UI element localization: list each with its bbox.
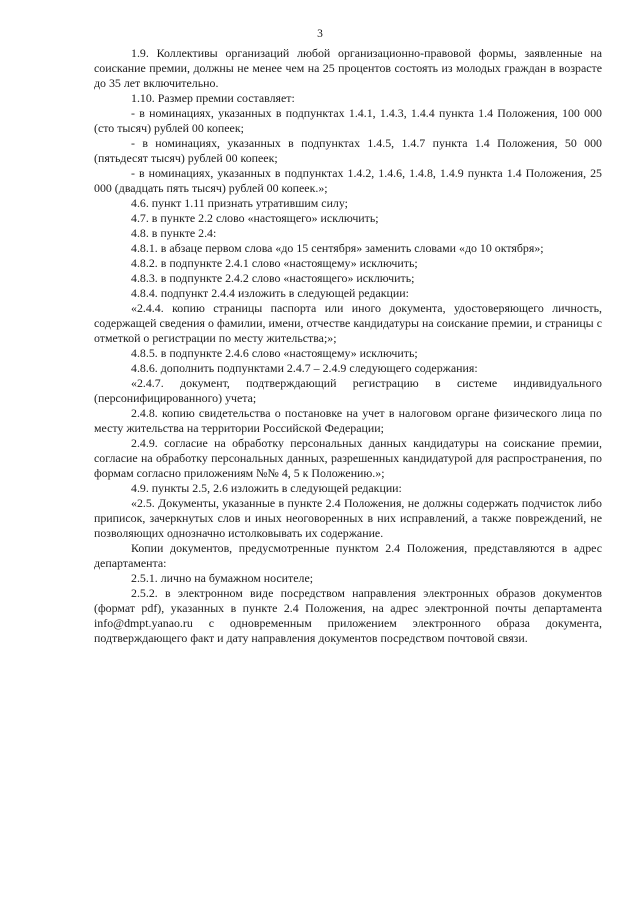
paragraph-4-8: 4.8. в пункте 2.4: bbox=[131, 226, 217, 240]
paragraph-4-6: 4.6. пункт 1.11 признать утратившим силу; bbox=[131, 196, 348, 210]
paragraph-4-8-3: 4.8.3. в подпункте 2.4.2 слово «настоящего» исключить; bbox=[131, 271, 415, 285]
paragraph-1-10: 1.10. Размер премии составляет: bbox=[131, 91, 295, 105]
paragraph-2-4-4: «2.4.4. копию страницы паспорта или иного документа, удостоверяющего личность, содержащей сведения о фамилии, имени, отчестве кандидатуры на соискание премии, и страницы с отметкой о регистрации по месту жительства;»; bbox=[94, 301, 602, 345]
paragraph-2-4-9: 2.4.9. согласие на обработку персональных данных кандидатуры на соискание премии, согласие на обработку персональных данных, разрешенных кандидатурой для распространения, по формам согласно приложениям №№ 4, 5 к Положению.»; bbox=[94, 436, 602, 480]
paragraph-4-9: 4.9. пункты 2.5, 2.6 изложить в следующей редакции: bbox=[131, 481, 402, 495]
paragraph-2-5-1: 2.5.1. лично на бумажном носителе; bbox=[131, 571, 314, 585]
paragraph-4-8-2: 4.8.2. в подпункте 2.4.1 слово «настоящему» исключить; bbox=[131, 256, 418, 270]
paragraph-4-8-5: 4.8.5. в подпункте 2.4.6 слово «настоящему» исключить; bbox=[131, 346, 418, 360]
paragraph-2-5: «2.5. Документы, указанные в пункте 2.4 Положения, не должны содержать подчисток либо приписок, зачеркнутых слов и иных неоговоренных в них исправлений, а также повреждений, не позволяющих однозначно истолковывать их содержание. bbox=[94, 496, 602, 540]
paragraph-4-8-6: 4.8.6. дополнить подпунктами 2.4.7 – 2.4.9 следующего содержания: bbox=[131, 361, 478, 375]
document-body bbox=[94, 46, 602, 646]
paragraph-4-8-4: 4.8.4. подпункт 2.4.4 изложить в следующей редакции: bbox=[131, 286, 409, 300]
paragraph-prize-50000: - в номинациях, указанных в подпунктах 1.4.5, 1.4.7 пункта 1.4 Положения, 50 000 (пятьдесят тысяч) рублей 00 копеек; bbox=[94, 136, 602, 165]
paragraph-2-4-7: «2.4.7. документ, подтверждающий регистрацию в системе индивидуального (персонифицированного) учета; bbox=[94, 376, 602, 405]
paragraph-2-4-8: 2.4.8. копию свидетельства о постановке на учет в налоговом органе физического лица по месту жительства на территории Российской Федерации; bbox=[94, 406, 602, 435]
paragraph-copies: Копии документов, предусмотренные пунктом 2.4 Положения, представляются в адрес департамента: bbox=[94, 541, 602, 570]
page-number: 3 bbox=[317, 28, 323, 40]
paragraph-prize-25000: - в номинациях, указанных в подпунктах 1.4.2, 1.4.6, 1.4.8, 1.4.9 пункта 1.4 Положения, 25 000 (двадцать пять тысяч) рублей 00 копеек.»; bbox=[94, 166, 602, 195]
paragraph-1-9: 1.9. Коллективы организаций любой организационно-правовой формы, заявленные на соискание премии, должны не менее чем на 25 процентов состоять из молодых граждан в возрасте до 35 лет включительно. bbox=[94, 46, 602, 90]
paragraph-4-8-1: 4.8.1. в абзаце первом слова «до 15 сентября» заменить словами «до 10 октября»; bbox=[131, 241, 544, 255]
paragraph-2-5-2: 2.5.2. в электронном виде посредством направления электронных образов документов (формат pdf), указанных в пункте 2.4 Положения, на адрес электронной почты департамента info@dmpt.yanao.ru с одновременным приложением электронного образа документа, подтверждающего факт и дату направления документов посредством почтовой связи. bbox=[94, 586, 602, 645]
paragraph-4-7: 4.7. в пункте 2.2 слово «настоящего» исключить; bbox=[131, 211, 379, 225]
paragraph-prize-100000: - в номинациях, указанных в подпунктах 1.4.1, 1.4.3, 1.4.4 пункта 1.4 Положения, 100 000 (сто тысяч) рублей 00 копеек; bbox=[94, 106, 602, 135]
